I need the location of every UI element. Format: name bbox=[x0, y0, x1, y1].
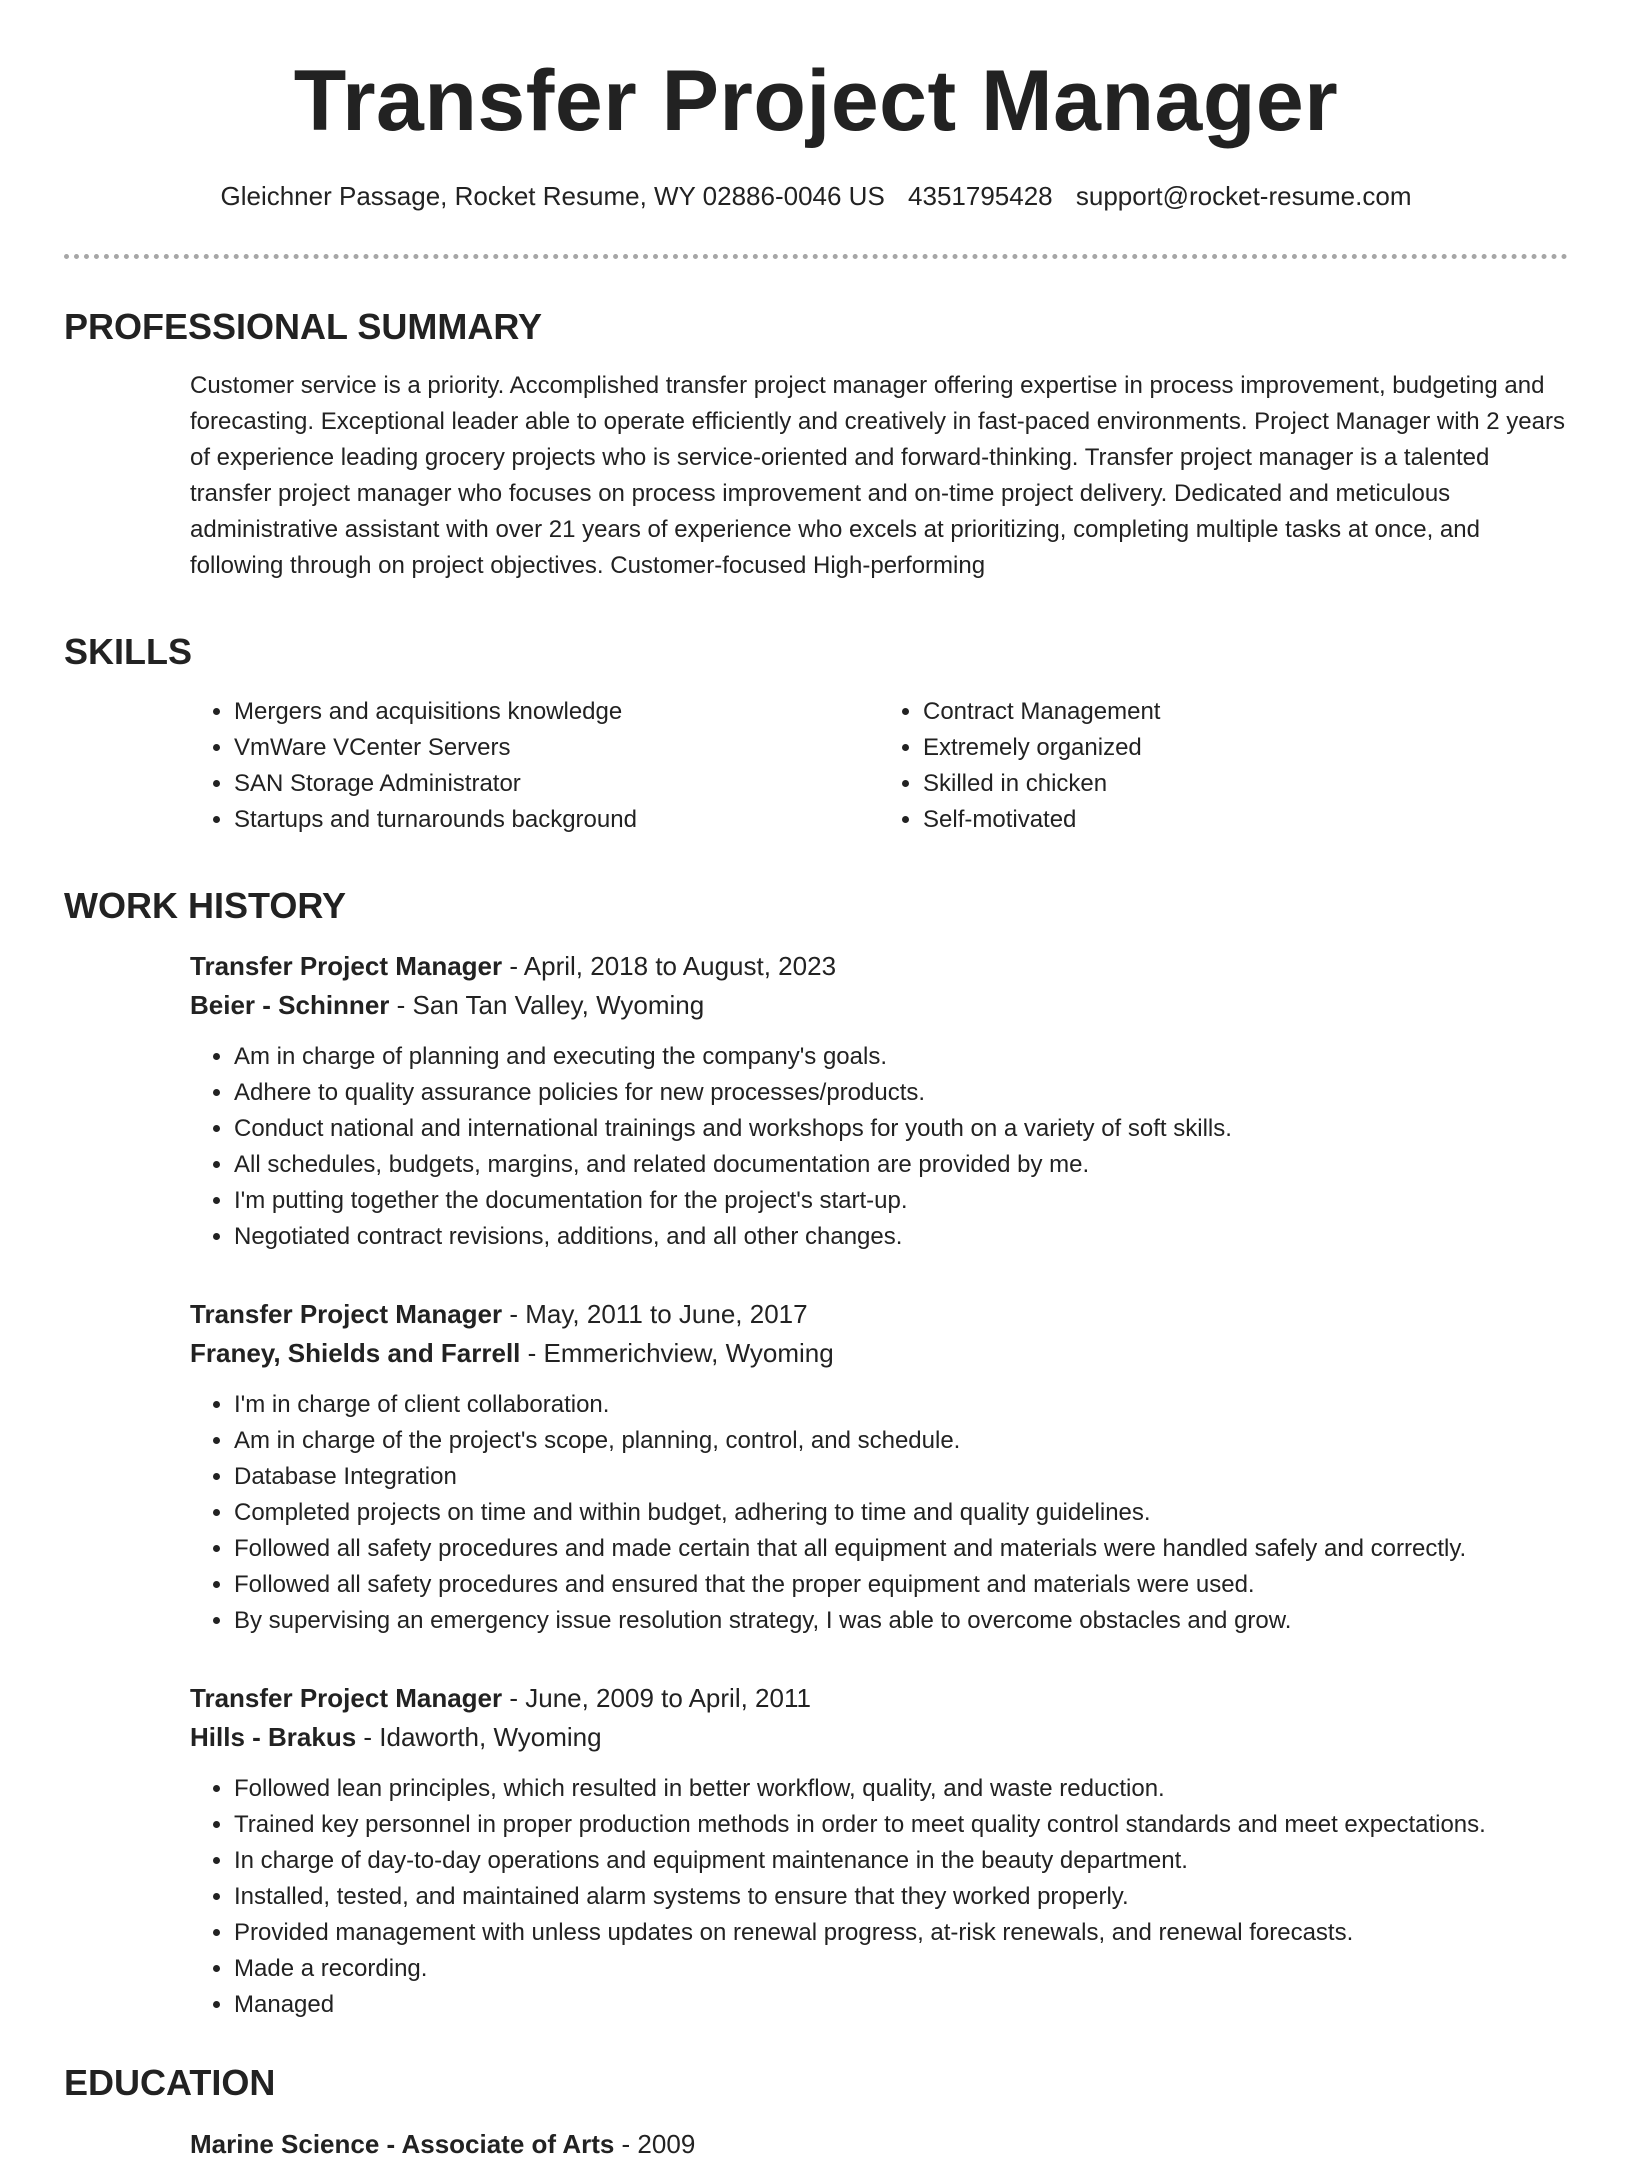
skill-item: • Extremely organized bbox=[923, 730, 1568, 766]
job-bullet: • Trained key personnel in proper production methods in order to meet quality control standards and meet expectations. bbox=[234, 1807, 1568, 1843]
work-history-section bbox=[190, 947, 1568, 2023]
job-bullet: • Installed, tested, and maintained alarm systems to ensure that they worked properly. bbox=[234, 1879, 1568, 1915]
job-company: Hills - Brakus bbox=[190, 1722, 357, 1753]
education-degree: Marine Science - Associate of Arts bbox=[190, 2128, 615, 2159]
job-bullet: • Conduct national and international trainings and workshops for youth on a variety of soft skills. bbox=[234, 1111, 1568, 1147]
skills-title: SKILLS bbox=[64, 631, 193, 673]
header-divider bbox=[64, 254, 1568, 259]
job-title-line bbox=[190, 1295, 1568, 1334]
job-bullet: • By supervising an emergency issue resolution strategy, I was able to overcome obstacles and grow. bbox=[234, 1603, 1568, 1639]
job-bullet: • All schedules, budgets, margins, and related documentation are provided by me. bbox=[234, 1147, 1568, 1183]
job-title-line bbox=[190, 1679, 1568, 1718]
summary-section bbox=[190, 368, 1568, 584]
job-role: Transfer Project Manager bbox=[190, 951, 503, 982]
skills-section bbox=[190, 694, 1568, 838]
skills-left-list bbox=[190, 694, 879, 838]
job-location: - Idaworth, Wyoming bbox=[356, 1722, 602, 1753]
skill-item: • SAN Storage Administrator bbox=[234, 766, 879, 802]
summary-text: Customer service is a priority. Accomplished transfer project manager offering expertise in process improvement, budgeting and forecasting. Exceptional leader able to operate efficiently and creatively in fast-paced environments. Project Manager with 2 years of experience leading grocery projects who is service-oriented and forward-thinking. Transfer project manager is a talented transfer project manager who focuses on process improvement and on-time project delivery. Dedicated and meticulous administrative assistant with over 21 years of experience who excels at prioritizing, completing multiple tasks at once, and following through on project objectives. Customer-focused High-performing bbox=[190, 372, 1565, 580]
contact-phone: 4351795428 bbox=[908, 180, 1053, 211]
job-company: Franey, Shields and Farrell bbox=[190, 1338, 521, 1369]
job-entry bbox=[190, 947, 1568, 1255]
job-bullet: • Database Integration bbox=[234, 1459, 1568, 1495]
skill-item: • Mergers and acquisitions knowledge bbox=[234, 694, 879, 730]
job-bullet: • Managed bbox=[234, 1987, 1568, 2023]
skill-item: • Startups and turnarounds background bbox=[234, 802, 879, 838]
job-bullet: • Am in charge of the project's scope, planning, control, and schedule. bbox=[234, 1423, 1568, 1459]
job-company-line bbox=[190, 986, 1568, 1025]
education-line bbox=[190, 2125, 1568, 2164]
job-bullets bbox=[190, 1771, 1568, 2023]
candidate-name: Transfer Project Manager bbox=[293, 53, 1339, 149]
skill-item: • Skilled in chicken bbox=[923, 766, 1568, 802]
job-bullet: • Provided management with unless updates on renewal progress, at-risk renewals, and renewal forecasts. bbox=[234, 1915, 1568, 1951]
contact-line bbox=[64, 181, 1568, 212]
job-location: - Emmerichview, Wyoming bbox=[520, 1338, 834, 1369]
skill-item: • Self-motivated bbox=[923, 802, 1568, 838]
job-role: Transfer Project Manager bbox=[190, 1683, 503, 1714]
job-company-line bbox=[190, 1334, 1568, 1373]
job-role: Transfer Project Manager bbox=[190, 1299, 503, 1330]
job-bullet: • I'm putting together the documentation for the project's start-up. bbox=[234, 1183, 1568, 1219]
skill-item: • VmWare VCenter Servers bbox=[234, 730, 879, 766]
contact-email: support@rocket-resume.com bbox=[1075, 180, 1412, 211]
skills-right-list bbox=[879, 694, 1568, 838]
job-entry bbox=[190, 1295, 1568, 1639]
job-bullet: • Am in charge of planning and executing the company's goals. bbox=[234, 1039, 1568, 1075]
job-bullet: • Adhere to quality assurance policies for new processes/products. bbox=[234, 1075, 1568, 1111]
job-bullet: • Completed projects on time and within budget, adhering to time and quality guidelines. bbox=[234, 1495, 1568, 1531]
job-bullet: • Followed all safety procedures and ensured that the proper equipment and materials were used. bbox=[234, 1567, 1568, 1603]
job-bullet: • Followed lean principles, which resulted in better workflow, quality, and waste reduction. bbox=[234, 1771, 1568, 1807]
summary-title: PROFESSIONAL SUMMARY bbox=[64, 305, 543, 347]
job-entry bbox=[190, 1679, 1568, 2023]
education-title: EDUCATION bbox=[64, 2062, 276, 2104]
resume-header bbox=[64, 0, 1568, 259]
job-title-line bbox=[190, 947, 1568, 986]
job-company: Beier - Schinner bbox=[190, 990, 390, 1021]
job-company-line bbox=[190, 1718, 1568, 1757]
education-section bbox=[190, 2125, 1568, 2164]
job-dates: - June, 2009 to April, 2011 bbox=[502, 1683, 811, 1714]
job-bullets bbox=[190, 1039, 1568, 1255]
education-year: - 2009 bbox=[614, 2128, 696, 2159]
job-bullet: • Negotiated contract revisions, additions, and all other changes. bbox=[234, 1219, 1568, 1255]
job-dates: - May, 2011 to June, 2017 bbox=[502, 1299, 808, 1330]
job-bullets bbox=[190, 1387, 1568, 1639]
job-location: - San Tan Valley, Wyoming bbox=[389, 990, 705, 1021]
job-bullet: • Made a recording. bbox=[234, 1951, 1568, 1987]
contact-address: Gleichner Passage, Rocket Resume, WY 02886-0046 US bbox=[220, 180, 885, 211]
skill-item: • Contract Management bbox=[923, 694, 1568, 730]
work-history-title: WORK HISTORY bbox=[64, 884, 347, 926]
job-bullet: • In charge of day-to-day operations and equipment maintenance in the beauty department. bbox=[234, 1843, 1568, 1879]
job-bullet: • I'm in charge of client collaboration. bbox=[234, 1387, 1568, 1423]
job-bullet: • Followed all safety procedures and made certain that all equipment and materials were handled safely and correctly. bbox=[234, 1531, 1568, 1567]
job-dates: - April, 2018 to August, 2023 bbox=[502, 951, 837, 982]
